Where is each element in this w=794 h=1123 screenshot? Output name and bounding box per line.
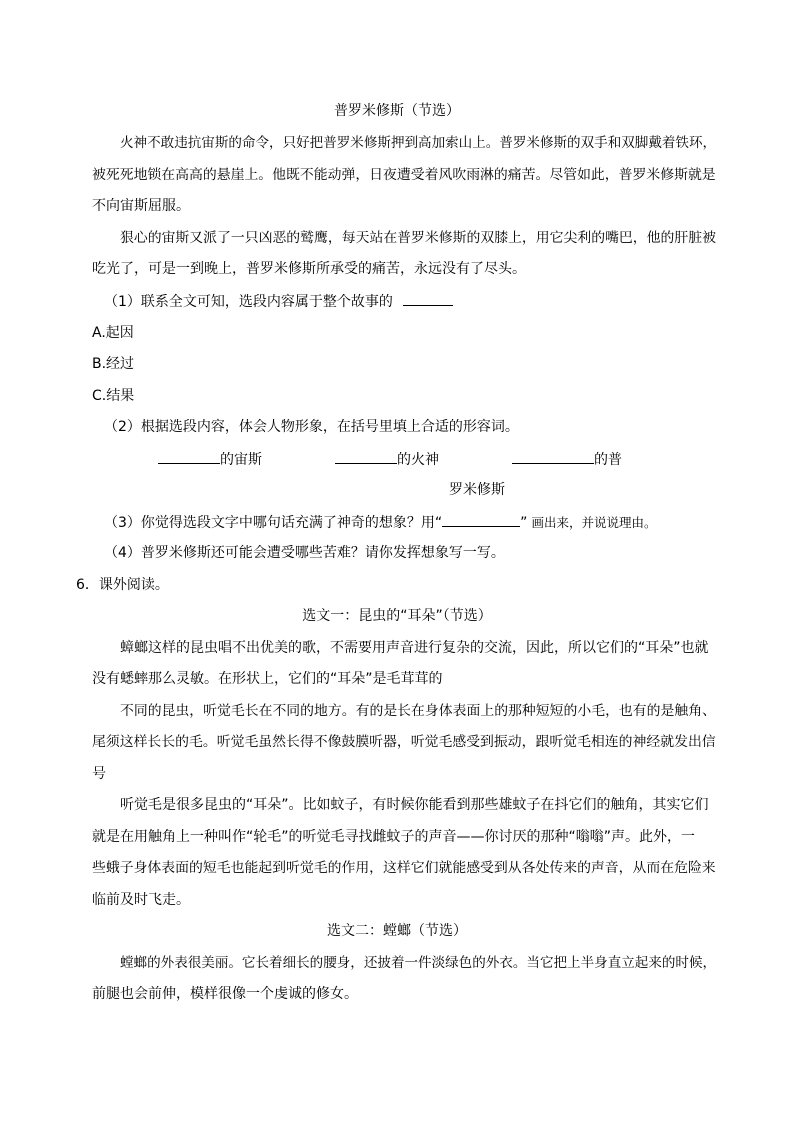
paragraph-line: 不同的昆虫，听觉毛长在不同的地方。有的是长在身体表面上的那种短短的小毛，也有的是触角、 (120, 703, 716, 719)
question-1-stem: （1）联系全文可知，选段内容属于整个故事的 (104, 294, 393, 310)
paragraph-line: 号 (92, 766, 106, 782)
paragraph-line: 临前及时飞走。 (92, 892, 190, 908)
paragraph-line: 些蛾子身体表面的短毛也能起到听觉毛的作用，这样它们就能感受到从各处传来的声音，从而在危险来 (92, 860, 716, 876)
question-1 (104, 291, 453, 312)
article-2-title: 选文二：螳螂（节选） (327, 923, 467, 939)
paragraph-line: 吃光了，可是一到晚上，普罗米修斯所承受的痛苦，永远没有了尽头。 (92, 261, 526, 277)
answer-blank[interactable] (335, 449, 397, 464)
paragraph-line: 狠心的宙斯又派了一只凶恶的鹫鹰，每天站在普罗米修斯的双膝上，用它尖利的嘴巴，他的肝脏被 (120, 230, 716, 246)
paragraph-line: 螳螂的外表很美丽。它长着细长的腰身，还披着一件淡绿色的外衣。当它把上半身直立起来的时候， (120, 955, 717, 971)
answer-blank[interactable] (512, 449, 594, 464)
article-1-title: 选文一：昆虫的“耳朵”（节选） (302, 608, 492, 624)
option-a: A.起因 (92, 325, 134, 341)
paragraph-line: 被死死地锁在高高的悬崖上。他既不能动弹，日夜遭受着风吹雨淋的痛苦。尽管如此，普罗米修斯就是 (92, 167, 716, 183)
option-b: B.经过 (92, 356, 135, 372)
fill-item-3-continued: 罗米修斯 (449, 482, 505, 498)
paragraph-line: 不向宙斯屈服。 (92, 198, 190, 214)
section-heading: 6．课外阅读。 (76, 577, 169, 593)
fill-item-3: 的普 (512, 449, 622, 470)
question-3: （3）你觉得选段文字中哪句话充满了神奇的想象？用“ ” 画出来，并说说理由。 (104, 512, 656, 533)
passage-title: 普罗米修斯（节选） (334, 103, 460, 119)
paragraph-line: 火神不敢违抗宙斯的命令，只好把普罗米修斯押到高加索山上。普罗米修斯的双手和双脚戴着铁环， (120, 135, 717, 151)
question-2-stem: （2）根据选段内容，体会人物形象，在括号里填上合适的形容词。 (104, 419, 519, 435)
answer-blank[interactable] (442, 512, 520, 527)
option-c: C.结果 (92, 388, 135, 404)
fill-item-2: 的火神 (335, 449, 439, 470)
answer-blank[interactable] (403, 291, 453, 306)
paragraph-line: 蟑螂这样的昆虫唱不出优美的歌，不需要用声音进行复杂的交流，因此，所以它们的“耳朵”也就 (120, 640, 709, 656)
paragraph-line: 没有蟋蟀那么灵敏。在形状上，它们的“耳朵”是毛茸茸的 (92, 671, 443, 687)
question-4-stem: （4）普罗米修斯还可能会遭受哪些苦难？请你发挥想象写一写。 (104, 545, 505, 561)
paragraph-line: 尾须这样长长的毛。听觉毛虽然长得不像鼓膜听器，听觉毛感受到振动，跟听觉毛相连的神经就发出信 (92, 734, 716, 750)
paragraph-line: 听觉毛是很多昆虫的“耳朵”。比如蚊子，有时候你能看到那些雄蚊子在抖它们的触角，其实它们 (120, 797, 709, 813)
fill-item-1: 的宙斯 (158, 449, 262, 470)
paragraph-line: 就是在用触角上一种叫作“轮毛”的听觉毛寻找雌蚊子的声音——你讨厌的那种“嗡嗡”声。此外，一 (92, 829, 696, 845)
answer-blank[interactable] (158, 449, 220, 464)
paragraph-line: 前腿也会前伸，模样很像一个虔诚的修女。 (92, 986, 358, 1002)
